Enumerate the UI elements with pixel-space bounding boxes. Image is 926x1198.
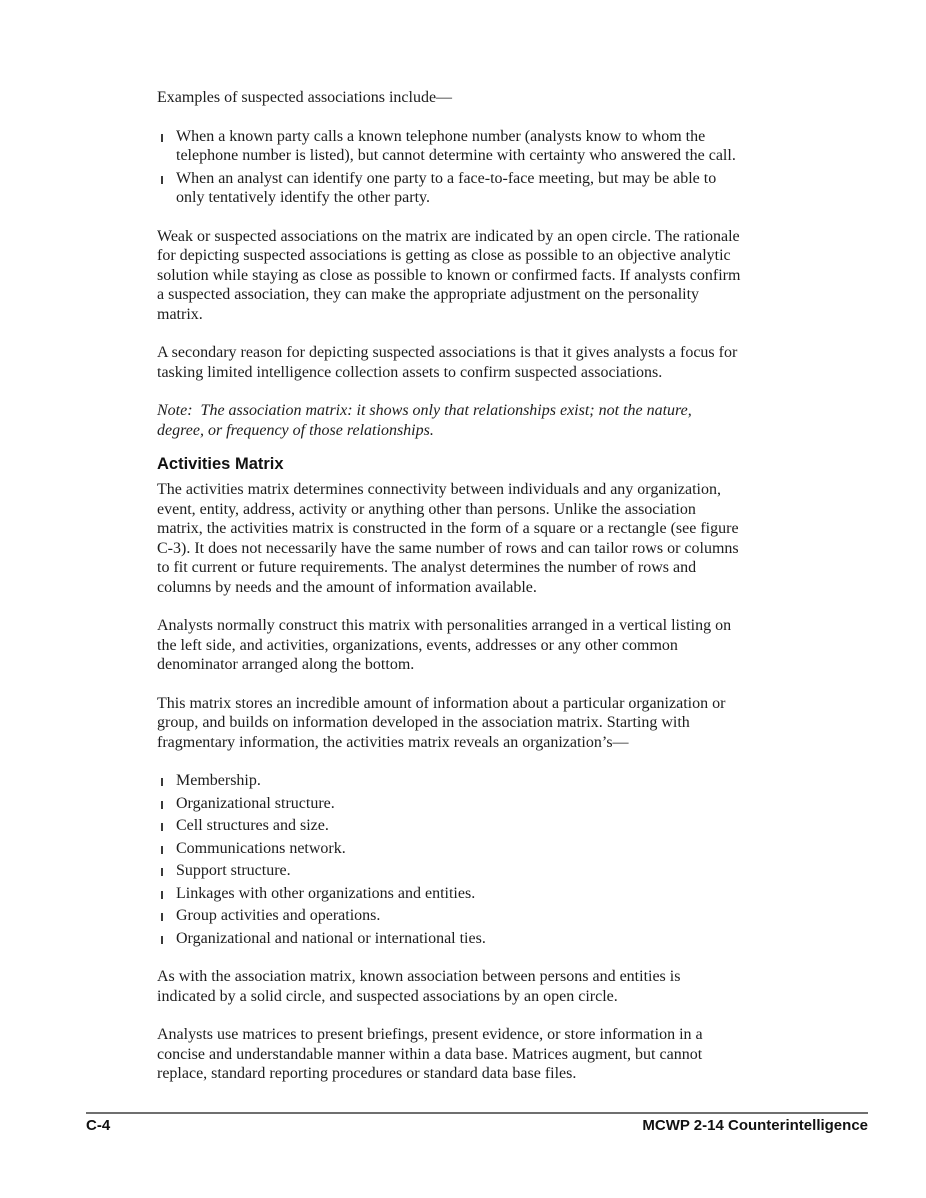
paragraph-secondary-reason: A secondary reason for depicting suspected associations is that it gives analysts a focus for tasking limited intelligence collection assets to confirm suspected associations. (157, 344, 738, 381)
list-item-text: Linkages with other organizations and entities. (176, 884, 476, 902)
intro-paragraph: Examples of suspected associations include— (157, 89, 453, 106)
content-column (157, 88, 742, 1103)
bullet-icon (161, 846, 163, 854)
note-paragraph: Note: The association matrix: it shows only that relationships exist; not the nature, degree, or frequency of those relationships. (157, 402, 696, 439)
list-item-text: Cell structures and size. (176, 817, 329, 834)
list-item-text: Support structure. (176, 862, 291, 879)
organization-reveals-list (157, 771, 742, 948)
list-item (161, 169, 742, 208)
list-item-text: Organizational and national or international ties. (176, 929, 486, 947)
list-item-text: When an analyst can identify one party to a face-to-face meeting, but may be able to only tentatively identify the other party. (176, 169, 717, 206)
list-item-text: Organizational structure. (176, 794, 335, 812)
list-item (161, 839, 742, 859)
list-item (161, 127, 742, 166)
paragraph-stores: This matrix stores an incredible amount of information about a particular organization or group, and builds on information developed in the association matrix. Starting with fragmentary information, the activities matrix reveals an organization’s— (157, 694, 726, 751)
list-item-text: Membership. (176, 772, 261, 789)
bullet-icon (161, 868, 163, 876)
page-footer (86, 1112, 868, 1134)
list-item (161, 771, 742, 791)
bullet-icon (161, 134, 163, 142)
bullet-icon (161, 936, 163, 944)
list-item (161, 861, 742, 881)
bullet-icon (161, 823, 163, 831)
paragraph-activities-matrix: The activities matrix determines connectivity between individuals and any organization, event, entity, address, activity or anything other than persons. Unlike the association matrix, the activities matrix is constructed in the form of a square or a rectangle (see figure C-3). It does not necessarily have the same number of rows and can tailor rows or columns to fit current or future requirements. The analyst determines the number of rows and columns by needs and the amount of information available. (157, 481, 739, 596)
list-item (161, 884, 742, 904)
paragraph-as-with: As with the association matrix, known association between persons and entities is indicated by a solid circle, and suspected associations by an open circle. (157, 968, 681, 1005)
list-item (161, 816, 742, 836)
bullet-icon (161, 801, 163, 809)
list-item-text: Communications network. (176, 839, 346, 857)
suspected-associations-list (157, 127, 742, 208)
list-item-text: When a known party calls a known telephone number (analysts know to whom the telephone number is listed), but cannot determine with certainty who answered the call. (176, 127, 736, 164)
bullet-icon (161, 778, 163, 786)
bullet-icon (161, 891, 163, 899)
paragraph-analysts-use: Analysts use matrices to present briefings, present evidence, or store information in a concise and understandable manner within a data base. Matrices augment, but cannot replace, standard reporting procedures or standard data base files. (157, 1026, 703, 1082)
bullet-icon (161, 176, 163, 184)
list-item (161, 929, 742, 949)
footer-doc-title: MCWP 2-14 Counterintelligence (642, 1117, 868, 1134)
footer-page-number: C-4 (86, 1117, 111, 1134)
paragraph-weak-associations: Weak or suspected associations on the matrix are indicated by an open circle. The rationale for depicting suspected associations is getting as close as possible to an objective analytic solution while staying as close as possible to known or confirmed facts. If analysts confirm a suspected association, they can make the appropriate adjustment on the personality matrix. (157, 227, 741, 323)
section-heading-activities-matrix: Activities Matrix (157, 455, 284, 473)
paragraph-construct: Analysts normally construct this matrix with personalities arranged in a vertical listing on the left side, and activities, organizations, events, addresses or any other common denominator arranged along the bottom. (157, 617, 732, 673)
list-item-text: Group activities and operations. (176, 907, 381, 924)
list-item (161, 906, 742, 926)
bullet-icon (161, 913, 163, 921)
list-item (161, 794, 742, 814)
